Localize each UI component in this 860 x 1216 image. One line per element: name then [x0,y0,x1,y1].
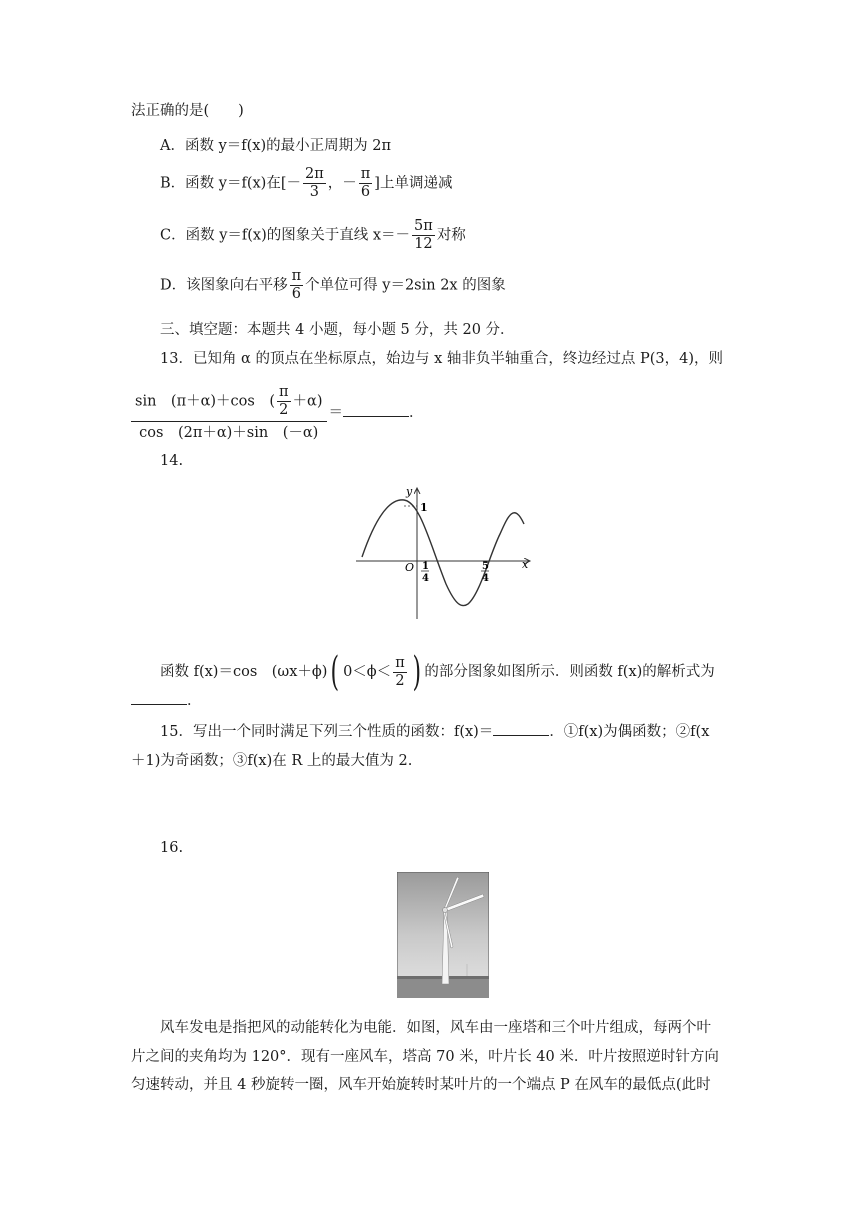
q12-option-b: B．函数 y＝f(x)在[－ $\frac{2\pi}{3}$ ，－ $\frac{\pi}{6}$ ]上单调递减 [160,166,453,200]
q15-line2: ＋1)为奇函数；③f(x)在 R 上的最大值为 2. [131,753,413,769]
fraction: $\frac{\pi}{2}$ [279,384,289,418]
q15-line1: 15．写出一个同时满足下列三个性质的函数：f(x)＝ ．①f(x)为偶函数；②f(x [160,721,709,742]
x-tick-1-num: 1 [422,561,429,572]
hub [443,908,448,913]
q16-line2: 片之间的夹角均为 120°．现有一座风车，塔高 70 米，叶片长 40 米．叶片按照逆时针方向 [131,1049,719,1065]
q13-big-fraction: sin (π＋α)＋cos ( $\frac{\pi}{2}$ ＋α) cos (2π＋α)＋sin (－α) [131,384,327,442]
fraction: $\frac{5\pi}{12}$ [414,218,433,252]
answer-blank [493,721,549,736]
answer-blank [131,690,187,705]
q12-option-a: A．函数 y＝f(x)的最小正周期为 2π [160,138,391,154]
q16-label: 16. [160,840,184,856]
q14-cosine-graph [350,484,540,624]
x-axis-label: x [522,558,529,571]
q16-line3: 匀速转动，并且 4 秒旋转一圈，风车开始旋转时某叶片的一个端点 P 在风车的最低点(此时 [131,1077,711,1093]
q14-text: 函数 f(x)＝cos (ωx＋ϕ)( 0＜ϕ＜ $\frac{\pi}{2}$ ) 的部分图象如图所示．则函数 f(x)的解析式为 [160,649,715,695]
q12-stem-tail: 法正确的是( ) [131,103,244,119]
left-brace: ( [330,649,340,695]
q14-answer-line: ． [131,690,202,711]
x-tick-2-num: 5 [482,561,489,572]
cosine-curve [362,500,524,606]
y-axis-label: y [406,485,413,498]
fraction: $\frac{2\pi}{3}$ [304,166,324,200]
section-heading: 三、填空题：本题共 4 小题，每小题 5 分，共 20 分． [160,322,515,338]
windmill-photo [397,872,489,998]
y-tick-label: 1 [420,501,428,514]
q16-line1: 风车发电是指把风的动能转化为电能．如图，风车由一座塔和三个叶片组成，每两个叶 [160,1020,711,1036]
x-tick-2-den: 4 [482,573,489,584]
q13-expression: sin (π＋α)＋cos ( $\frac{\pi}{2}$ ＋α) cos (2π＋α)＋sin (－α) ＝ ． [131,384,424,442]
fraction: $\frac{\pi}{2}$ [395,654,405,689]
answer-blank [343,402,409,417]
q13-line1: 13．已知角 α 的顶点在坐标原点，始边与 x 轴非负半轴重合，终边经过点 P(3，4)，则 [160,351,723,367]
right-brace: ) [412,649,421,695]
q12-option-c: C．函数 y＝f(x)的图象关于直线 x＝－ $\frac{5\pi}{12}$ 对称 [160,218,466,252]
q14-label: 14. [160,453,184,469]
x-tick-1-den: 4 [422,573,429,584]
fraction: $\frac{\pi}{6}$ [360,166,371,200]
origin-label: O [405,561,415,574]
fraction: $\frac{\pi}{6}$ [291,268,302,302]
q12-option-d: D．该图象向右平移 $\frac{\pi}{6}$ 个单位可得 y＝2sin 2x 的图象 [160,268,506,302]
